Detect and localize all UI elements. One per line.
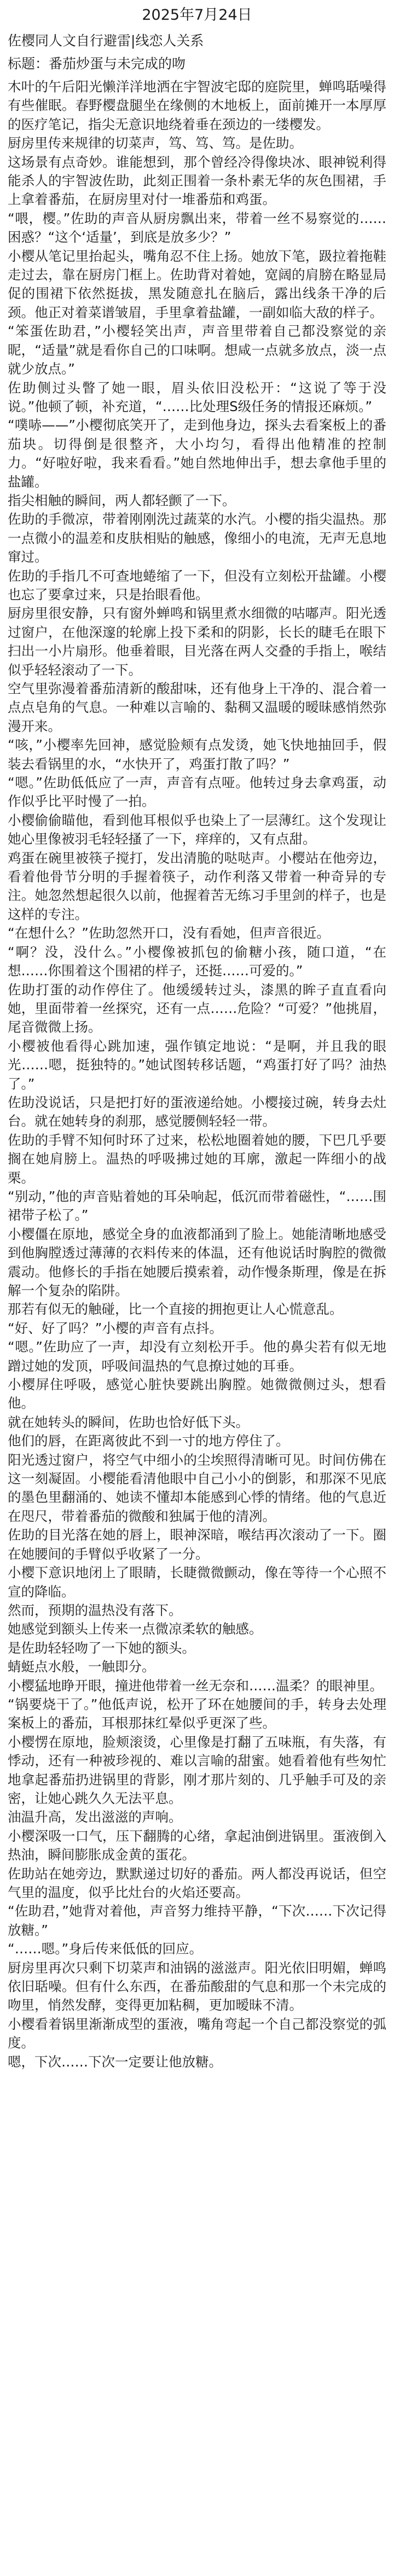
article-paragraph: 那若有似无的触碰，比一个直接的拥抱更让人心慌意乱。 (8, 1301, 343, 1318)
article-paragraph: 小樱深吸一口气，压下翻腾的心绪，拿起油倒进锅里。蛋液倒入热油，瞬间膨胀成金黄的蛋花。 (8, 1828, 386, 1863)
article-paragraph: “别动，”他的声音贴着她的耳朵响起，低沉而带着磁性，“……围裙带子松了。” (8, 1188, 386, 1223)
article-paragraph: 小樱从笔记里抬起头，嘴角忍不住上扬。她放下笔，趿拉着拖鞋走过去，靠在厨房门框上。佐助背对着她，宽阔的肩膀在略显局促的围裙下依然挺拔，黑发随意扎在脑后，露出线条干净的后颈。他正对着菜谱皱眉，手里拿着盐罐，一副如临大敌的样子。 (8, 248, 386, 320)
article-paragraph: 就在她转头的瞬间，佐助也恰好低下头。 (8, 1414, 249, 1430)
article-paragraph: “嗯。”佐助应了一声，却没有立刻松开手。他的鼻尖若有似无地蹭过她的发顶，呼吸间温热的气息撩过她的耳垂。 (8, 1339, 386, 1374)
article-paragraph: 佐助的手指几不可查地蜷缩了一下，但没有立刻松开盐罐。小樱也忘了要拿过来，只是抬眼看他。 (8, 567, 386, 602)
article-paragraph: “笨蛋佐助君，”小樱轻笑出声，声音里带着自己都没察觉的亲昵，“适量”就是看你自己的口味啊。想咸一点就多放点，淡一点就少放点。” (8, 323, 386, 377)
article-paragraph: “嗯。”佐助低低应了一声，声音有点哑。他转过身去拿鸡蛋，动作似乎比平时慢了一拍。 (8, 775, 386, 810)
article-paragraph: “咳，”小樱率先回神，感觉脸颊有点发烫，她飞快地抽回手，假装去看锅里的水，“水快开了，鸡蛋打散了吗？” (8, 737, 386, 772)
article-paragraph: 小樱被他看得心跳加速，强作镇定地说：“是啊，并且我的眼光……嗯，挺独特的。”她试图转移话题，“鸡蛋打好了吗？油热了。” (8, 1038, 386, 1092)
article-paragraph: 油温升高，发出滋滋的声响。 (8, 1809, 182, 1825)
article-paragraph: 佐助站在她旁边，默默递过切好的番茄。两人都没再说话，但空气里的温度，似乎比灶台的火焰还要高。 (8, 1865, 386, 1900)
article-paragraph: “……嗯。”身后传来低低的回应。 (8, 1941, 203, 1957)
article-paragraph: 小樱猛地睁开眼，撞进他带着一丝无奈和……温柔？的眼神里。 (8, 1677, 383, 1694)
article-paragraph: “在想什么？”佐助忽然开口，没有看她，但声音很近。 (8, 925, 330, 941)
article-paragraph: 小樱偷偷瞄他，看到他耳根似乎也染上了一层薄红。这个发现让她心里像被羽毛轻轻搔了一下，痒痒的，又有点甜。 (8, 812, 386, 847)
article-paragraph: 小樱屏住呼吸，感觉心脏快要跳出胸膛。她微微侧过头，想看他。 (8, 1377, 386, 1412)
article-paragraph: 小樱僵在原地，感觉全身的血液都涌到了脸上。她能清晰地感受到他胸膛透过薄薄的衣料传来的体温，还有他说话时胸腔的微微震动。他修长的手指在她腰后摸索着，动作慢条斯理，像是在拆解一个复杂的陷阱。 (8, 1226, 386, 1298)
article-paragraph: 他们的唇，在距离彼此不到一寸的地方停住了。 (8, 1433, 289, 1449)
article-paragraph: 厨房里传来规律的切菜声，笃、笃、笃。是佐助。 (8, 135, 303, 151)
article-body (8, 78, 386, 2071)
article-paragraph: 佐助打蛋的动作停住了。他缓缓转过头，漆黑的眸子直直看向她，里面带着一丝探究，还有一点……危险？“可爱？”他挑眉，尾音微微上扬。 (8, 981, 386, 1035)
post-date: 2025年7月24日 (142, 7, 252, 24)
article-paragraph: 佐助侧过头瞥了她一眼，眉头依旧没松开：“这说了等于没说。”他顿了顿，补充道，“……比处理S级任务的情报还麻烦。” (8, 379, 386, 414)
article-paragraph: “喂，樱。”佐助的声音从厨房飘出来，带着一丝不易察觉的……困惑？“这个‘适量’，到底是放多少？” (8, 210, 386, 245)
article-paragraph: “锅要烧干了。”他低声说，松开了环在她腰间的手，转身去处理案板上的番茄，耳根那抹红晕似乎更深了些。 (8, 1696, 386, 1731)
article-paragraph: 小樱下意识地闭上了眼睛，长睫微微颤动，像在等待一个心照不宣的降临。 (8, 1565, 386, 1600)
article-paragraph: 蜻蜓点水般，一触即分。 (8, 1659, 155, 1675)
article-paragraph: 厨房里再次只剩下切菜声和油锅的滋滋声。阳光依旧明媚，蝉鸣依旧聒噪。但有什么东西，在番茄酸甜的气息和那一个未完成的吻里，悄然发酵，变得更加粘稠，更加暧昧不清。 (8, 1959, 386, 2013)
article-paragraph: 嗯，下次……下次一定要让他放糖。 (8, 2053, 222, 2070)
article-title: 佐樱同人文自行避雷|线恋人关系 (8, 33, 204, 49)
article-paragraph: 佐助的手臂不知何时环了过来，松松地圈着她的腰，下巴几乎要搁在她肩膀上。温热的呼吸拂过她的耳廓，激起一阵细小的战栗。 (8, 1132, 386, 1186)
article-subtitle: 标题：番茄炒蛋与未完成的吻 (8, 56, 186, 72)
article-paragraph: 指尖相触的瞬间，两人都轻颤了一下。 (8, 492, 236, 508)
article-paragraph: 佐助的目光落在她的唇上，眼神深暗，喉结再次滚动了一下。圈在她腰间的手臂似乎收紧了一分。 (8, 1527, 386, 1562)
article-paragraph: 小樱看着锅里渐渐成型的蛋液，嘴角弯起一个自己都没察觉的弧度。 (8, 2016, 386, 2051)
article-paragraph: 厨房里很安静，只有窗外蝉鸣和锅里煮水细微的咕嘟声。阳光透过窗户，在他深邃的轮廓上投下柔和的阴影，长长的睫毛在眼下扫出一小片扇形。他垂着眼，目光落在两人交叠的手指上，喉结似乎轻轻滚动了一下。 (8, 605, 386, 678)
article-paragraph: “好、好了吗？”小樱的声音有点抖。 (8, 1320, 223, 1336)
article-paragraph: 空气里弥漫着番茄清新的酸甜味，还有他身上干净的、混合着一点点皂角的气息。一种难以言喻的、黏稠又温暖的暧昧感悄然弥漫开来。 (8, 681, 386, 734)
article-paragraph: “噗哧——”小樱彻底笑开了，走到他身边，探头去看案板上的番茄块。切得倒是很整齐，大小均匀，看得出他精准的控制力。“好啦好啦，我来看看。”她自然地伸出手，想去拿他手里的盐罐。 (8, 417, 386, 490)
article-paragraph: 佐助没说话，只是把打好的蛋液递给她。小樱接过碗，转身去灶台。就在她转身的刹那，感觉腰侧轻轻一带。 (8, 1094, 386, 1129)
article-paragraph: 木叶的午后阳光懒洋洋地洒在宇智波宅邸的庭院里，蝉鸣聒噪得有些催眠。春野樱盘腿坐在缘侧的木地板上，面前摊开一本厚厚的医疗笔记，指尖无意识地绕着垂在颈边的一缕樱发。 (8, 79, 386, 132)
article-paragraph: 小樱愣在原地，脸颊滚烫，心里像是打翻了五味瓶，有失落，有悸动，还有一种被珍视的、难以言喻的甜蜜。她看着他有些匆忙地拿起番茄扔进锅里的背影，刚才那片刻的、几乎触手可及的亲密，让她心跳久久无法平息。 (8, 1734, 386, 1806)
article-paragraph: 这场景有点奇妙。谁能想到，那个曾经冷得像块冰、眼神锐利得能杀人的宇智波佐助，此刻正围着一条朴素无华的灰色围裙，手上拿着番茄，在厨房里对付一堆番茄和鸡蛋。 (8, 154, 386, 208)
article-paragraph: 鸡蛋在碗里被筷子搅打，发出清脆的哒哒声。小樱站在他旁边，看着他骨节分明的手握着筷子，动作利落又带着一种奇异的专注。她忽然想起很久以前，他握着苦无练习手里剑的样子，也是这样的专注。 (8, 850, 386, 922)
article-paragraph: 佐助的手微凉，带着刚刚洗过蔬菜的水汽。小樱的指尖温热。那一点微小的温差和皮肤相贴的触感，像细小的电流，无声无息地窜过。 (8, 511, 386, 565)
article-paragraph: “佐助君，”她背对着他，声音努力维持平静，“下次……下次记得放糖。” (8, 1903, 386, 1938)
article-paragraph: 阳光透过窗户，将空气中细小的尘埃照得清晰可见。时间仿佛在这一刻凝固。小樱能看清他眼中自己小小的倒影，和那深不见底的墨色里翻涌的、她读不懂却本能感到心悸的情绪。他的气息近在咫尺，带着番茄的微酸和独属于他的清冽。 (8, 1451, 386, 1524)
article-paragraph: “啊？没，没什么。”小樱像被抓包的偷糖小孩，随口道，“在想……你围着这个围裙的样子，还挺……可爱的。” (8, 944, 386, 979)
article-paragraph: 是佐助轻轻吻了一下她的额头。 (8, 1640, 195, 1656)
article-paragraph: 她感觉到额头上传来一点微凉柔软的触感。 (8, 1621, 263, 1637)
article-paragraph: 然而，预期的温热没有落下。 (8, 1602, 182, 1618)
